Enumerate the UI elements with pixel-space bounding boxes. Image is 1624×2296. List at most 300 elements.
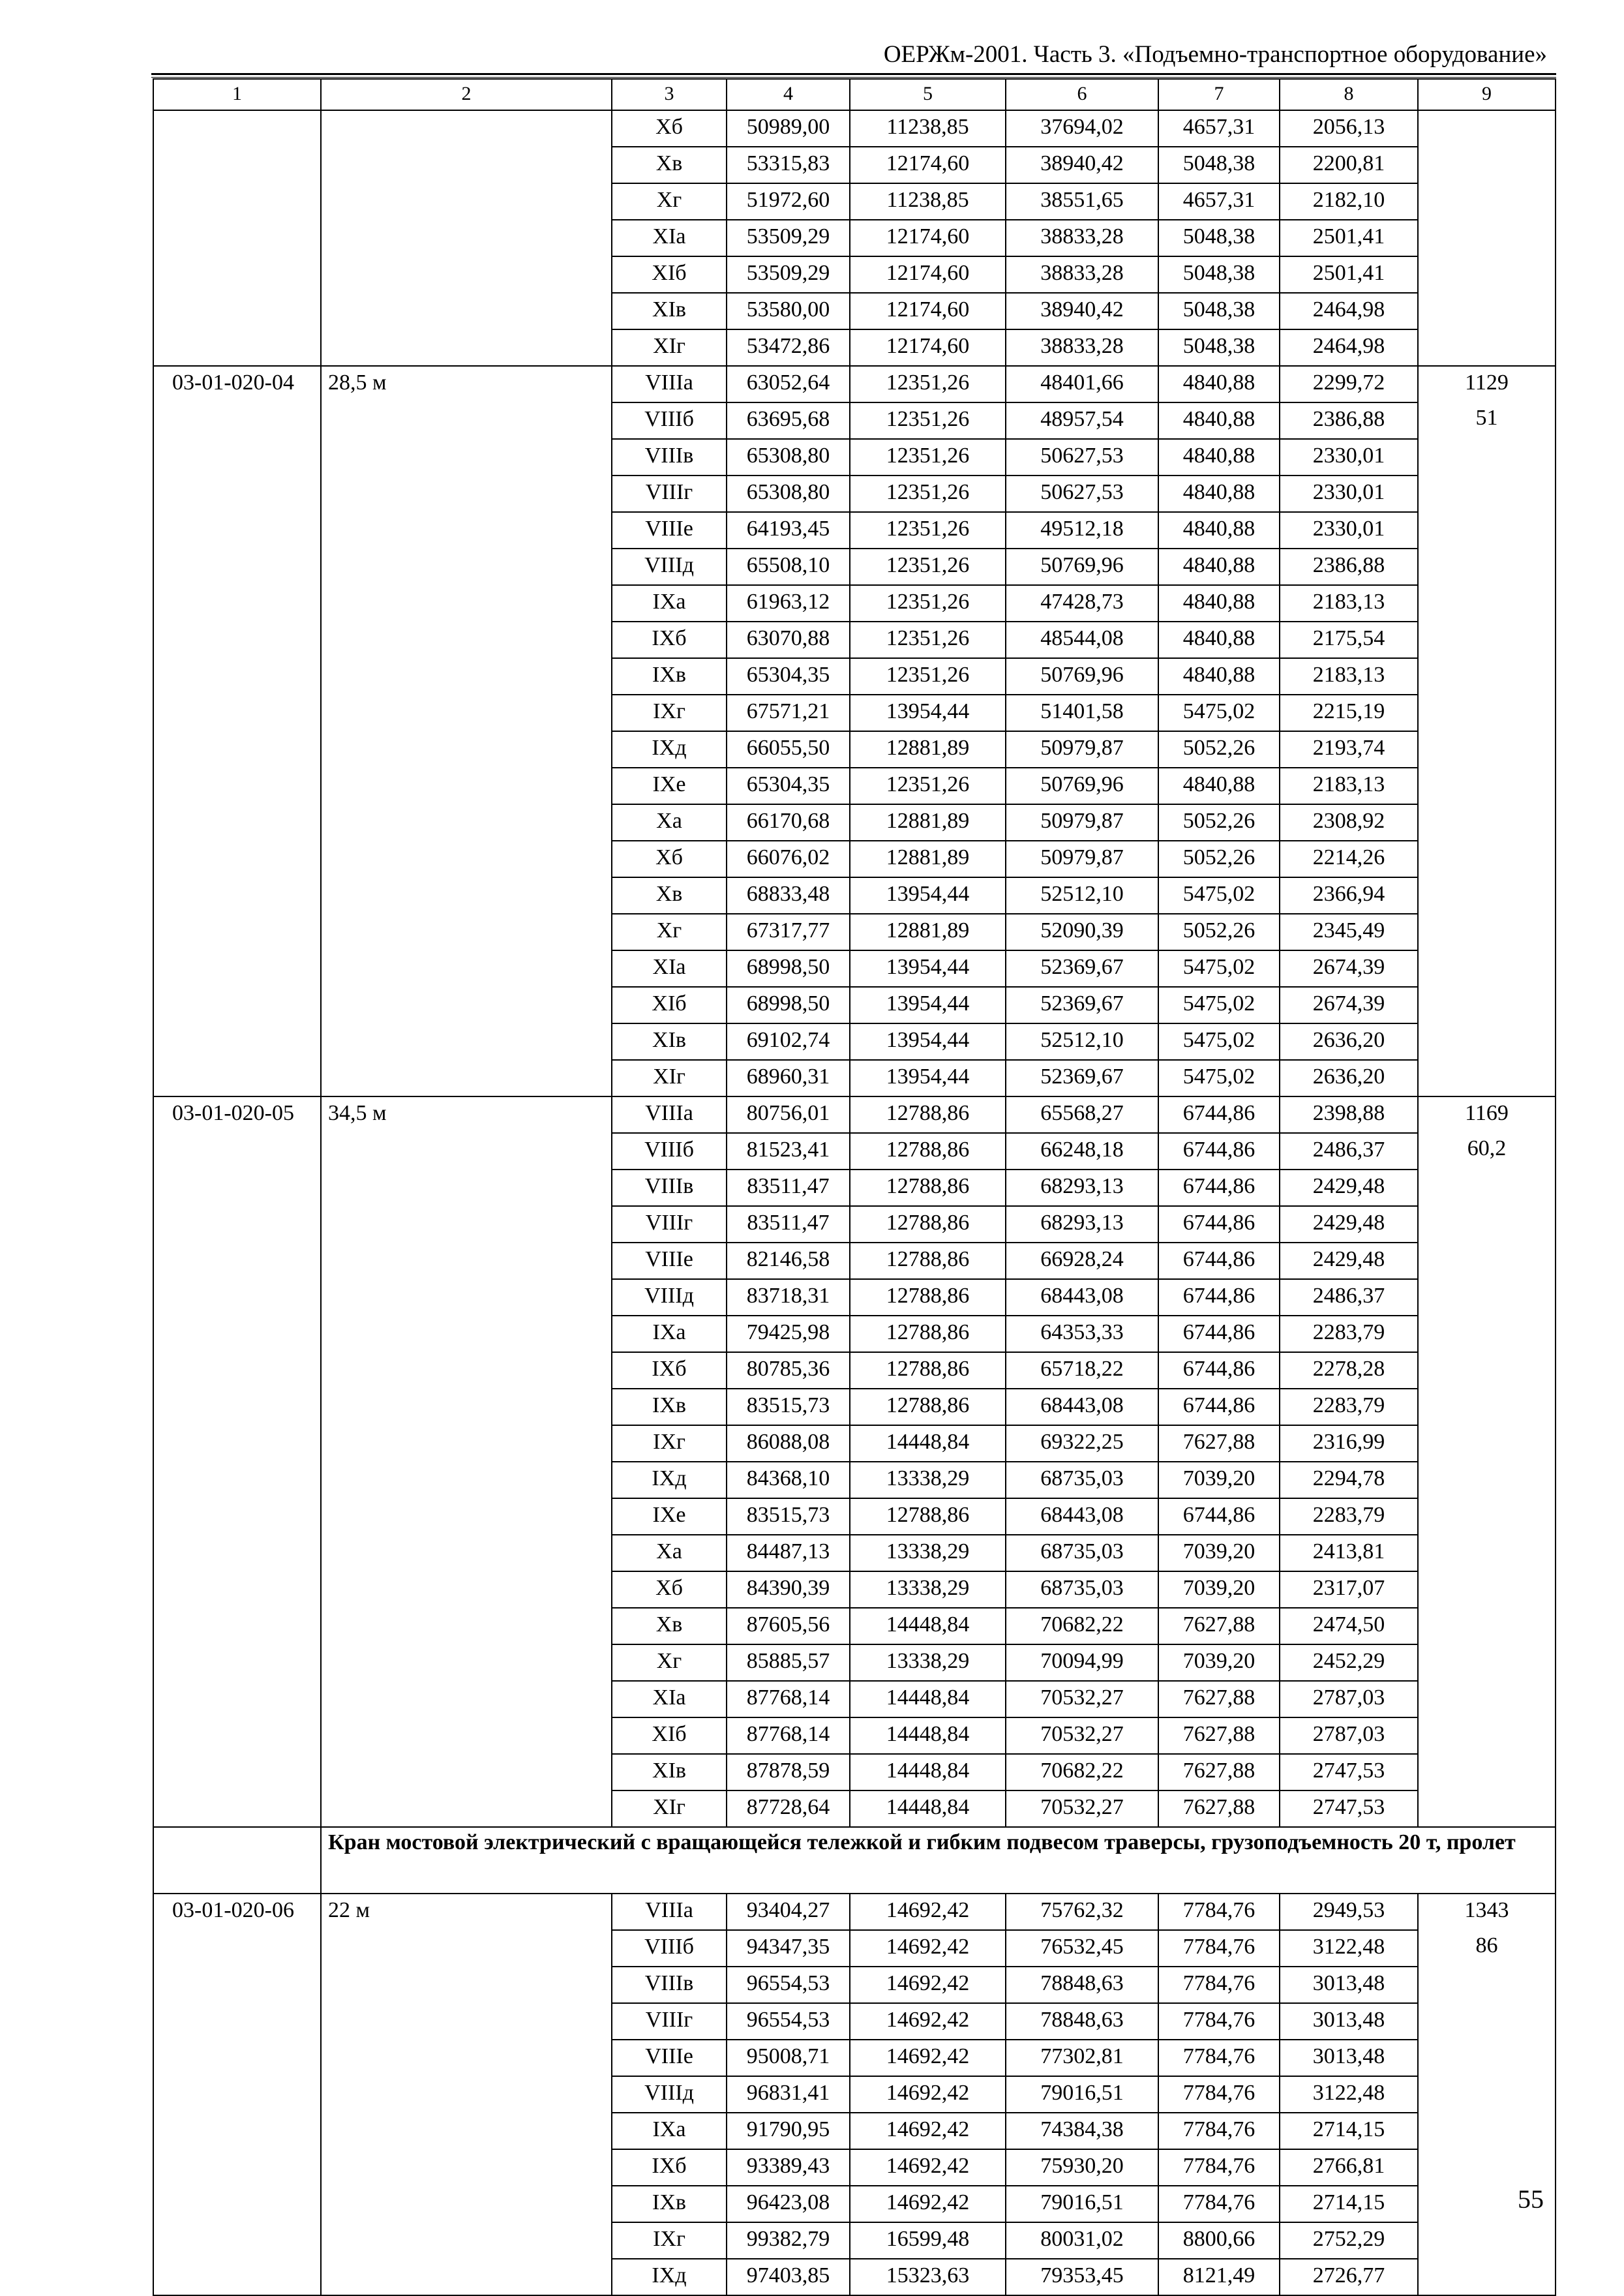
mass-value: 1169 — [1465, 1101, 1509, 1125]
cell-col-5: 12788,86 — [850, 1279, 1006, 1316]
cell-col-3: IXд — [612, 731, 727, 768]
cell-col-4: 80756,01 — [727, 1096, 850, 1133]
cell-col-7: 8800,66 — [1158, 2222, 1280, 2259]
cell-col-5: 14692,42 — [850, 1967, 1006, 2003]
cell-col-7: 6744,86 — [1158, 1133, 1280, 1170]
cell-col-8: 2214,26 — [1280, 841, 1418, 877]
section-code-cell — [153, 1827, 321, 1894]
cell-col-6: 50979,87 — [1006, 804, 1158, 841]
cell-col-7: 7627,88 — [1158, 1754, 1280, 1790]
cell-col-7: 5052,26 — [1158, 731, 1280, 768]
cell-col-4: 53472,86 — [727, 329, 850, 366]
cell-col-6: 49512,18 — [1006, 512, 1158, 549]
cell-col-5: 16599,48 — [850, 2222, 1006, 2259]
cell-col-8: 2386,88 — [1280, 549, 1418, 585]
cell-col-7: 7784,76 — [1158, 1894, 1280, 1930]
cell-col-5: 13954,44 — [850, 1060, 1006, 1096]
cell-col-7: 5048,38 — [1158, 220, 1280, 256]
cell-col-8: 2215,19 — [1280, 695, 1418, 731]
cell-col-4: 80785,36 — [727, 1352, 850, 1389]
item-code: 03-01-020-05 — [153, 1096, 321, 1827]
item-code: 03-01-020-06 — [153, 1894, 321, 2295]
cell-col-8: 2386,88 — [1280, 402, 1418, 439]
column-number: 1 — [153, 79, 321, 110]
cell-col-5: 13954,44 — [850, 1023, 1006, 1060]
cell-col-4: 95008,71 — [727, 2040, 850, 2076]
cell-col-5: 12788,86 — [850, 1352, 1006, 1389]
cell-col-7: 7784,76 — [1158, 2186, 1280, 2222]
cell-col-8: 2501,41 — [1280, 256, 1418, 293]
cell-col-5: 13954,44 — [850, 695, 1006, 731]
cell-col-6: 75930,20 — [1006, 2149, 1158, 2186]
cell-col-5: 12788,86 — [850, 1133, 1006, 1170]
cell-col-3: XIг — [612, 1060, 727, 1096]
cell-col-3: IXд — [612, 1462, 727, 1498]
cell-col-3: IXе — [612, 768, 727, 804]
item-span: 28,5 м — [321, 366, 612, 1096]
cell-col-5: 14448,84 — [850, 1717, 1006, 1754]
cell-col-5: 12174,60 — [850, 293, 1006, 329]
cell-col-6: 79016,51 — [1006, 2076, 1158, 2113]
cell-col-8: 2726,77 — [1280, 2259, 1418, 2295]
item-span — [321, 110, 612, 366]
cell-col-8: 2474,50 — [1280, 1608, 1418, 1644]
table-row — [153, 1894, 1556, 1930]
cell-col-8: 2636,20 — [1280, 1023, 1418, 1060]
cell-col-5: 12351,26 — [850, 439, 1006, 476]
cell-col-5: 15323,63 — [850, 2259, 1006, 2295]
cell-col-5: 12351,26 — [850, 512, 1006, 549]
cell-col-4: 67317,77 — [727, 914, 850, 950]
cell-col-7: 4840,88 — [1158, 439, 1280, 476]
cell-col-8: 2183,13 — [1280, 768, 1418, 804]
cell-col-3: IXд — [612, 2259, 727, 2295]
page-number: 55 — [1518, 2184, 1544, 2214]
cell-col-4: 81523,41 — [727, 1133, 850, 1170]
cell-col-8: 2636,20 — [1280, 1060, 1418, 1096]
cell-col-4: 87878,59 — [727, 1754, 850, 1790]
cell-col-8: 2501,41 — [1280, 220, 1418, 256]
cell-col-6: 52369,67 — [1006, 1060, 1158, 1096]
cell-col-7: 7784,76 — [1158, 2113, 1280, 2149]
cell-col-5: 12788,86 — [850, 1498, 1006, 1535]
cell-col-8: 2464,98 — [1280, 293, 1418, 329]
cell-col-8: 3122,48 — [1280, 1930, 1418, 1967]
cell-col-8: 2330,01 — [1280, 476, 1418, 512]
cell-col-7: 5052,26 — [1158, 841, 1280, 877]
cell-col-4: 83515,73 — [727, 1498, 850, 1535]
cell-col-4: 87728,64 — [727, 1790, 850, 1827]
column-number: 3 — [612, 79, 727, 110]
cell-col-6: 68293,13 — [1006, 1170, 1158, 1206]
cell-col-6: 48957,54 — [1006, 402, 1158, 439]
cell-col-6: 70682,22 — [1006, 1754, 1158, 1790]
cell-col-7: 6744,86 — [1158, 1352, 1280, 1389]
table-row — [153, 366, 1556, 402]
cell-col-3: XIа — [612, 220, 727, 256]
cell-col-7: 7627,88 — [1158, 1681, 1280, 1717]
mass-cell — [1418, 1894, 1556, 2295]
cell-col-7: 7039,20 — [1158, 1571, 1280, 1608]
cell-col-3: Xв — [612, 877, 727, 914]
cell-col-5: 14448,84 — [850, 1608, 1006, 1644]
page-header — [151, 40, 1556, 69]
cell-col-4: 53509,29 — [727, 256, 850, 293]
cell-col-8: 2330,01 — [1280, 512, 1418, 549]
cell-col-6: 52369,67 — [1006, 950, 1158, 987]
cell-col-7: 4840,88 — [1158, 768, 1280, 804]
cell-col-8: 2175,54 — [1280, 622, 1418, 658]
cell-col-3: IXб — [612, 1352, 727, 1389]
cell-col-4: 94347,35 — [727, 1930, 850, 1967]
cell-col-7: 6744,86 — [1158, 1316, 1280, 1352]
cell-col-3: VIIIв — [612, 439, 727, 476]
cell-col-5: 14692,42 — [850, 2003, 1006, 2040]
cell-col-5: 12351,26 — [850, 585, 1006, 622]
table-row — [153, 110, 1556, 147]
item-span: 34,5 м — [321, 1096, 612, 1827]
cell-col-6: 47428,73 — [1006, 585, 1158, 622]
cell-col-5: 12351,26 — [850, 366, 1006, 402]
cell-col-7: 4840,88 — [1158, 512, 1280, 549]
cell-col-7: 4657,31 — [1158, 183, 1280, 220]
cell-col-4: 93389,43 — [727, 2149, 850, 2186]
cell-col-6: 65568,27 — [1006, 1096, 1158, 1133]
cell-col-4: 96423,08 — [727, 2186, 850, 2222]
cell-col-6: 38551,65 — [1006, 183, 1158, 220]
cell-col-5: 12174,60 — [850, 147, 1006, 183]
cell-col-8: 2714,15 — [1280, 2186, 1418, 2222]
cell-col-7: 4840,88 — [1158, 549, 1280, 585]
cell-col-6: 52512,10 — [1006, 877, 1158, 914]
cell-col-6: 68443,08 — [1006, 1279, 1158, 1316]
cell-col-8: 2056,13 — [1280, 110, 1418, 147]
cell-col-8: 2674,39 — [1280, 987, 1418, 1023]
cell-col-5: 13338,29 — [850, 1535, 1006, 1571]
cell-col-4: 65304,35 — [727, 658, 850, 695]
cell-col-4: 65508,10 — [727, 549, 850, 585]
cell-col-4: 82146,58 — [727, 1243, 850, 1279]
cell-col-8: 2949,53 — [1280, 1894, 1418, 1930]
cell-col-3: VIIIб — [612, 402, 727, 439]
cell-col-5: 12351,26 — [850, 402, 1006, 439]
cell-col-3: VIIIд — [612, 2076, 727, 2113]
column-number: 7 — [1158, 79, 1280, 110]
cell-col-5: 12788,86 — [850, 1316, 1006, 1352]
cell-col-6: 48401,66 — [1006, 366, 1158, 402]
cell-col-8: 3013,48 — [1280, 2040, 1418, 2076]
cell-col-3: Xа — [612, 804, 727, 841]
cell-col-3: VIIIе — [612, 512, 727, 549]
cell-col-4: 83718,31 — [727, 1279, 850, 1316]
cell-col-4: 63070,88 — [727, 622, 850, 658]
cell-col-5: 12351,26 — [850, 768, 1006, 804]
cell-col-7: 5475,02 — [1158, 877, 1280, 914]
cell-col-7: 7627,88 — [1158, 1790, 1280, 1827]
cell-col-4: 61963,12 — [727, 585, 850, 622]
cell-col-6: 50769,96 — [1006, 658, 1158, 695]
cell-col-5: 12881,89 — [850, 804, 1006, 841]
cell-col-6: 38833,28 — [1006, 220, 1158, 256]
cell-col-3: XIб — [612, 987, 727, 1023]
cell-col-4: 51972,60 — [727, 183, 850, 220]
cell-col-3: IXе — [612, 1498, 727, 1535]
cell-col-7: 6744,86 — [1158, 1206, 1280, 1243]
cell-col-4: 84487,13 — [727, 1535, 850, 1571]
cell-col-4: 84390,39 — [727, 1571, 850, 1608]
cell-col-4: 63052,64 — [727, 366, 850, 402]
cell-col-6: 38833,28 — [1006, 256, 1158, 293]
cell-col-7: 5475,02 — [1158, 987, 1280, 1023]
cell-col-5: 14692,42 — [850, 2113, 1006, 2149]
cell-col-7: 8121,49 — [1158, 2259, 1280, 2295]
cell-col-3: XIа — [612, 1681, 727, 1717]
cell-col-6: 68735,03 — [1006, 1535, 1158, 1571]
column-number: 6 — [1006, 79, 1158, 110]
cell-col-6: 68735,03 — [1006, 1462, 1158, 1498]
cell-col-5: 14692,42 — [850, 2076, 1006, 2113]
cell-col-5: 11238,85 — [850, 183, 1006, 220]
cell-col-5: 12174,60 — [850, 220, 1006, 256]
cell-col-3: IXв — [612, 2186, 727, 2222]
cell-col-7: 6744,86 — [1158, 1389, 1280, 1425]
cell-col-5: 14692,42 — [850, 2040, 1006, 2076]
cell-col-6: 78848,63 — [1006, 2003, 1158, 2040]
cell-col-3: XIа — [612, 950, 727, 987]
cell-col-7: 7784,76 — [1158, 1967, 1280, 2003]
cell-col-5: 14692,42 — [850, 2186, 1006, 2222]
cell-col-5: 14448,84 — [850, 1425, 1006, 1462]
cell-col-3: VIIIа — [612, 1894, 727, 1930]
cell-col-4: 66170,68 — [727, 804, 850, 841]
table-body — [153, 79, 1556, 2295]
cell-col-5: 12788,86 — [850, 1243, 1006, 1279]
cell-col-5: 13954,44 — [850, 877, 1006, 914]
cell-col-8: 2429,48 — [1280, 1206, 1418, 1243]
cell-col-3: IXб — [612, 622, 727, 658]
cell-col-6: 52090,39 — [1006, 914, 1158, 950]
cell-col-6: 64353,33 — [1006, 1316, 1158, 1352]
cell-col-3: VIIIб — [612, 1930, 727, 1967]
cell-col-7: 7627,88 — [1158, 1608, 1280, 1644]
cell-col-3: IXг — [612, 695, 727, 731]
cell-col-6: 50979,87 — [1006, 731, 1158, 768]
cell-col-8: 2299,72 — [1280, 366, 1418, 402]
cell-col-3: IXа — [612, 585, 727, 622]
cell-col-5: 14692,42 — [850, 2149, 1006, 2186]
cell-col-6: 76532,45 — [1006, 1930, 1158, 1967]
cell-col-7: 7784,76 — [1158, 1930, 1280, 1967]
cell-col-3: VIIIе — [612, 1243, 727, 1279]
cell-col-4: 84368,10 — [727, 1462, 850, 1498]
cell-col-5: 13338,29 — [850, 1571, 1006, 1608]
cell-col-7: 7784,76 — [1158, 2040, 1280, 2076]
cell-col-8: 2752,29 — [1280, 2222, 1418, 2259]
cell-col-3: XIв — [612, 1023, 727, 1060]
cell-col-4: 53509,29 — [727, 220, 850, 256]
cell-col-4: 85885,57 — [727, 1644, 850, 1681]
cell-col-6: 70532,27 — [1006, 1681, 1158, 1717]
cell-col-6: 50979,87 — [1006, 841, 1158, 877]
column-number: 2 — [321, 79, 612, 110]
cell-col-8: 2747,53 — [1280, 1790, 1418, 1827]
cell-col-4: 91790,95 — [727, 2113, 850, 2149]
cell-col-3: VIIIа — [612, 366, 727, 402]
cell-col-8: 2787,03 — [1280, 1717, 1418, 1754]
cell-col-6: 70532,27 — [1006, 1790, 1158, 1827]
cell-col-6: 50627,53 — [1006, 439, 1158, 476]
cell-col-8: 2308,92 — [1280, 804, 1418, 841]
cell-col-4: 97403,85 — [727, 2259, 850, 2295]
cell-col-4: 83511,47 — [727, 1170, 850, 1206]
cell-col-8: 2193,74 — [1280, 731, 1418, 768]
cell-col-8: 2766,81 — [1280, 2149, 1418, 2186]
cell-col-3: VIIIв — [612, 1967, 727, 2003]
column-number: 4 — [727, 79, 850, 110]
cell-col-8: 2464,98 — [1280, 329, 1418, 366]
cell-col-5: 12174,60 — [850, 329, 1006, 366]
cell-col-4: 93404,27 — [727, 1894, 850, 1930]
cell-col-3: XIг — [612, 329, 727, 366]
cell-col-3: Xб — [612, 110, 727, 147]
cell-col-3: Xв — [612, 147, 727, 183]
cell-col-8: 2316,99 — [1280, 1425, 1418, 1462]
cell-col-8: 2452,29 — [1280, 1644, 1418, 1681]
cell-col-7: 5475,02 — [1158, 1060, 1280, 1096]
cell-col-7: 7039,20 — [1158, 1644, 1280, 1681]
cell-col-3: XIб — [612, 256, 727, 293]
cell-col-6: 65718,22 — [1006, 1352, 1158, 1389]
cell-col-3: VIIIе — [612, 2040, 727, 2076]
header-rule-thin — [151, 77, 1556, 78]
cell-col-4: 63695,68 — [727, 402, 850, 439]
cell-col-3: XIв — [612, 293, 727, 329]
cell-col-6: 66928,24 — [1006, 1243, 1158, 1279]
cell-col-6: 80031,02 — [1006, 2222, 1158, 2259]
cell-col-3: Xг — [612, 183, 727, 220]
cell-col-6: 38940,42 — [1006, 147, 1158, 183]
cell-col-4: 68960,31 — [727, 1060, 850, 1096]
cell-col-4: 96554,53 — [727, 2003, 850, 2040]
cell-col-7: 4840,88 — [1158, 658, 1280, 695]
cell-col-4: 69102,74 — [727, 1023, 850, 1060]
cell-col-5: 12351,26 — [850, 549, 1006, 585]
cell-col-4: 79425,98 — [727, 1316, 850, 1352]
cell-col-4: 86088,08 — [727, 1425, 850, 1462]
cell-col-6: 77302,81 — [1006, 2040, 1158, 2076]
header-rule — [151, 73, 1556, 75]
cell-col-6: 78848,63 — [1006, 1967, 1158, 2003]
cell-col-8: 2486,37 — [1280, 1279, 1418, 1316]
cell-col-5: 12351,26 — [850, 476, 1006, 512]
cell-col-4: 96554,53 — [727, 1967, 850, 2003]
cell-col-3: Xа — [612, 1535, 727, 1571]
cell-col-6: 75762,32 — [1006, 1894, 1158, 1930]
cell-col-6: 50769,96 — [1006, 549, 1158, 585]
cell-col-8: 3013,48 — [1280, 2003, 1418, 2040]
cell-col-4: 68998,50 — [727, 950, 850, 987]
cell-col-6: 68443,08 — [1006, 1498, 1158, 1535]
cell-col-3: Xб — [612, 841, 727, 877]
cell-col-8: 2283,79 — [1280, 1498, 1418, 1535]
cell-col-4: 65304,35 — [727, 768, 850, 804]
cell-col-6: 74384,38 — [1006, 2113, 1158, 2149]
cell-col-4: 87768,14 — [727, 1717, 850, 1754]
cell-col-5: 13338,29 — [850, 1644, 1006, 1681]
cell-col-4: 83511,47 — [727, 1206, 850, 1243]
cell-col-5: 14692,42 — [850, 1894, 1006, 1930]
cell-col-6: 70532,27 — [1006, 1717, 1158, 1754]
cell-col-4: 53580,00 — [727, 293, 850, 329]
cell-col-8: 2429,48 — [1280, 1170, 1418, 1206]
cell-col-4: 68833,48 — [727, 877, 850, 914]
cell-col-5: 12174,60 — [850, 256, 1006, 293]
cell-col-3: VIIIг — [612, 476, 727, 512]
cell-col-7: 4840,88 — [1158, 622, 1280, 658]
cell-col-8: 2278,28 — [1280, 1352, 1418, 1389]
cell-col-6: 68293,13 — [1006, 1206, 1158, 1243]
cell-col-8: 3013,48 — [1280, 1967, 1418, 2003]
cell-col-8: 2413,81 — [1280, 1535, 1418, 1571]
cell-col-7: 7784,76 — [1158, 2149, 1280, 2186]
cell-col-7: 7039,20 — [1158, 1535, 1280, 1571]
cell-col-8: 2366,94 — [1280, 877, 1418, 914]
cell-col-6: 66248,18 — [1006, 1133, 1158, 1170]
cell-col-7: 5048,38 — [1158, 293, 1280, 329]
cell-col-8: 2486,37 — [1280, 1133, 1418, 1170]
cell-col-7: 7784,76 — [1158, 2003, 1280, 2040]
cell-col-8: 3122,48 — [1280, 2076, 1418, 2113]
cell-col-5: 13954,44 — [850, 987, 1006, 1023]
mass-cell — [1418, 366, 1556, 1096]
cell-col-6: 52512,10 — [1006, 1023, 1158, 1060]
cell-col-6: 79016,51 — [1006, 2186, 1158, 2222]
cell-col-4: 83515,73 — [727, 1389, 850, 1425]
mass-value: 1343 — [1464, 1898, 1509, 1922]
cell-col-3: VIIIв — [612, 1170, 727, 1206]
cell-col-8: 2714,15 — [1280, 2113, 1418, 2149]
cell-col-8: 2747,53 — [1280, 1754, 1418, 1790]
cell-col-6: 38940,42 — [1006, 293, 1158, 329]
cell-col-5: 13954,44 — [850, 950, 1006, 987]
cell-col-3: IXа — [612, 2113, 727, 2149]
cell-col-4: 65308,80 — [727, 439, 850, 476]
cell-col-6: 37694,02 — [1006, 110, 1158, 147]
price-table — [153, 78, 1556, 2296]
cell-col-5: 12788,86 — [850, 1170, 1006, 1206]
cell-col-6: 48544,08 — [1006, 622, 1158, 658]
cell-col-8: 2183,13 — [1280, 585, 1418, 622]
mass-value: 1129 — [1465, 370, 1509, 395]
cell-col-7: 5475,02 — [1158, 1023, 1280, 1060]
cell-col-7: 4840,88 — [1158, 476, 1280, 512]
cell-col-5: 12881,89 — [850, 914, 1006, 950]
column-number: 5 — [850, 79, 1006, 110]
cell-col-8: 2317,07 — [1280, 1571, 1418, 1608]
cell-col-6: 68735,03 — [1006, 1571, 1158, 1608]
cell-col-5: 12881,89 — [850, 841, 1006, 877]
cell-col-8: 2345,49 — [1280, 914, 1418, 950]
cell-col-4: 66076,02 — [727, 841, 850, 877]
cell-col-4: 87768,14 — [727, 1681, 850, 1717]
cell-col-6: 52369,67 — [1006, 987, 1158, 1023]
cell-col-4: 65308,80 — [727, 476, 850, 512]
item-code: 03-01-020-04 — [153, 366, 321, 1096]
cell-col-8: 2330,01 — [1280, 439, 1418, 476]
cell-col-7: 5052,26 — [1158, 914, 1280, 950]
cell-col-7: 6744,86 — [1158, 1096, 1280, 1133]
cell-col-5: 14448,84 — [850, 1790, 1006, 1827]
